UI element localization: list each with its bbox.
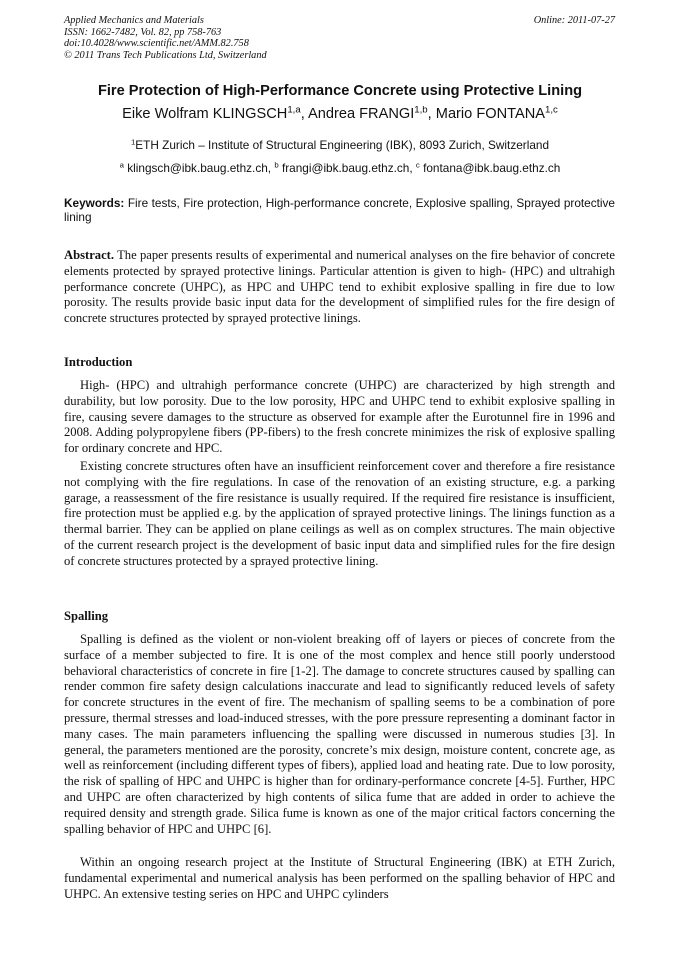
journal-copyright: © 2011 Trans Tech Publications Ltd, Switzerland xyxy=(64,49,267,61)
journal-name: Applied Mechanics and Materials xyxy=(64,15,204,26)
abstract-label: Abstract. xyxy=(64,248,115,262)
section-heading-spalling: Spalling xyxy=(64,609,109,623)
affiliation-text: ETH Zurich – Institute of Structural Engineering (IBK), 8093 Zurich, Switzerland xyxy=(135,138,550,152)
introduction-paragraph: Existing concrete structures often have an insufficient reinforcement cover and therefore a fire resistance not complying with the fire regulations. In case of the renovation of an existing structure, e.g. a parking garage, a reassessment of the fire resistance is usually required. If the required fire resistance is insufficient, fire protection must be applied e.g. by the application of sprayed protective linings. The linings function as a thermal barrier. They can be applied on plane ceilings as well as on complex structures. The main objective of the current research project is the development of basic input data and simplified rules for the fire design of concrete structures protected by a sprayed protective lining. xyxy=(64,459,615,568)
email-sup: c xyxy=(415,160,420,170)
section-heading-introduction: Introduction xyxy=(64,355,133,369)
author-name: Andrea FRANGI xyxy=(308,106,415,122)
author-list xyxy=(40,104,640,124)
spalling-paragraph: Within an ongoing research project at the Institute of Structural Engineering (IBK) at ETH Zurich, fundamental experimental and numerical analysis has been performed on the spalling behavior of HPC and UHPC. An extensive testing series on HPC and UHPC cylinders xyxy=(64,855,615,901)
keywords-text: Fire tests, Fire protection, High-performance concrete, Explosive spalling, Sprayed protective lining xyxy=(64,196,615,225)
author-sep: , xyxy=(300,106,309,122)
spalling-paragraph: Spalling is defined as the violent or non-violent breaking off of layers or pieces of concrete from the surface of a member subjected to fire. It is one of the most complex and hence still poorly understood behavioral characteristics of concrete in fire [1-2]. The damage to concrete structures caused by spalling can render common fire safety design calculations inaccurate and lead to significantly reduced levels of safety for concrete structures in the event of fire. The mechanism of spalling seems to be a combination of pore pressure, thermal stresses and load-induced stresses, with the pore pressure representing a dominant factor in many cases. The main parameters influencing the spalling were discussed in numerous studies [3]. In general, the parameters mentioned are the porosity, concrete’s mix design, moisture content, concrete age, as well as reinforcement (including different types of fibers), applied load and heating rate. Due to low porosity, the risk of spalling of HPC and UHPC is higher than for ordinary-performance concrete [4-5]. Further, HPC and UHPC are often characterized by high contents of silica fume that are added in order to achieve the required density and strength grade. Silica fume is known as one of the major critical factors concerning the spalling behavior of HPC and UHPC [6]. xyxy=(64,632,615,836)
keywords-label: Keywords: xyxy=(64,196,125,210)
email-sup: b xyxy=(274,160,279,170)
keywords xyxy=(64,196,615,225)
abstract xyxy=(64,248,615,327)
author-sep: , xyxy=(427,106,436,122)
email-sup: a xyxy=(119,160,124,170)
email-sep: , xyxy=(267,161,275,175)
author-sup: 1,c xyxy=(544,104,558,116)
email-address: fontana@ibk.baug.ethz.ch xyxy=(423,161,561,175)
online-date: Online: 2011-07-27 xyxy=(533,15,615,26)
email-sep: , xyxy=(409,161,416,175)
affiliation-sup: 1 xyxy=(130,137,136,147)
email-address: frangi@ibk.baug.ethz.ch xyxy=(281,161,410,175)
author-sup: 1,a xyxy=(287,104,301,116)
journal-issn: ISSN: 1662-7482, Vol. 82, pp 758-763 xyxy=(64,26,222,38)
introduction-paragraph: High- (HPC) and ultrahigh performance concrete (UHPC) are characterized by high strength and durability, but low porosity. Due to the low porosity, HPC and UHPC tend to exhibit explosive spalling in fire, causing severe damages to the structure as observed for example after the Eurotunnel fire in 1996 and 2008. Adding polypropylene fibers (PP-fibers) to the fresh concrete minimizes the risk of explosive spalling for ordinary concrete and HPC. xyxy=(64,378,615,456)
paper-title: Fire Protection of High-Performance Concrete using Protective Lining xyxy=(97,83,583,99)
author-name: Mario FONTANA xyxy=(435,106,545,122)
author-sup: 1,b xyxy=(414,104,428,116)
abstract-text: The paper presents results of experimental and numerical analyses on the fire behavior of concrete elements protected by sprayed protective linings. Particular attention is given to high- (HPC) and ultrahigh performance concrete (UHPC), as HPC and UHPC tend to exhibit explosive spalling in fire due to low porosity. The results provide basic input data for the development of simplified rules for the fire design of concrete structures protected by sprayed protective linings. xyxy=(64,248,615,326)
email-list xyxy=(40,160,640,176)
affiliation xyxy=(40,137,640,153)
journal-doi: doi:10.4028/www.scientific.net/AMM.82.758 xyxy=(64,38,249,50)
author-name: Eike Wolfram KLINGSCH xyxy=(122,106,288,122)
email-address: klingsch@ibk.baug.ethz.ch xyxy=(127,161,268,175)
journal-header xyxy=(64,15,615,61)
